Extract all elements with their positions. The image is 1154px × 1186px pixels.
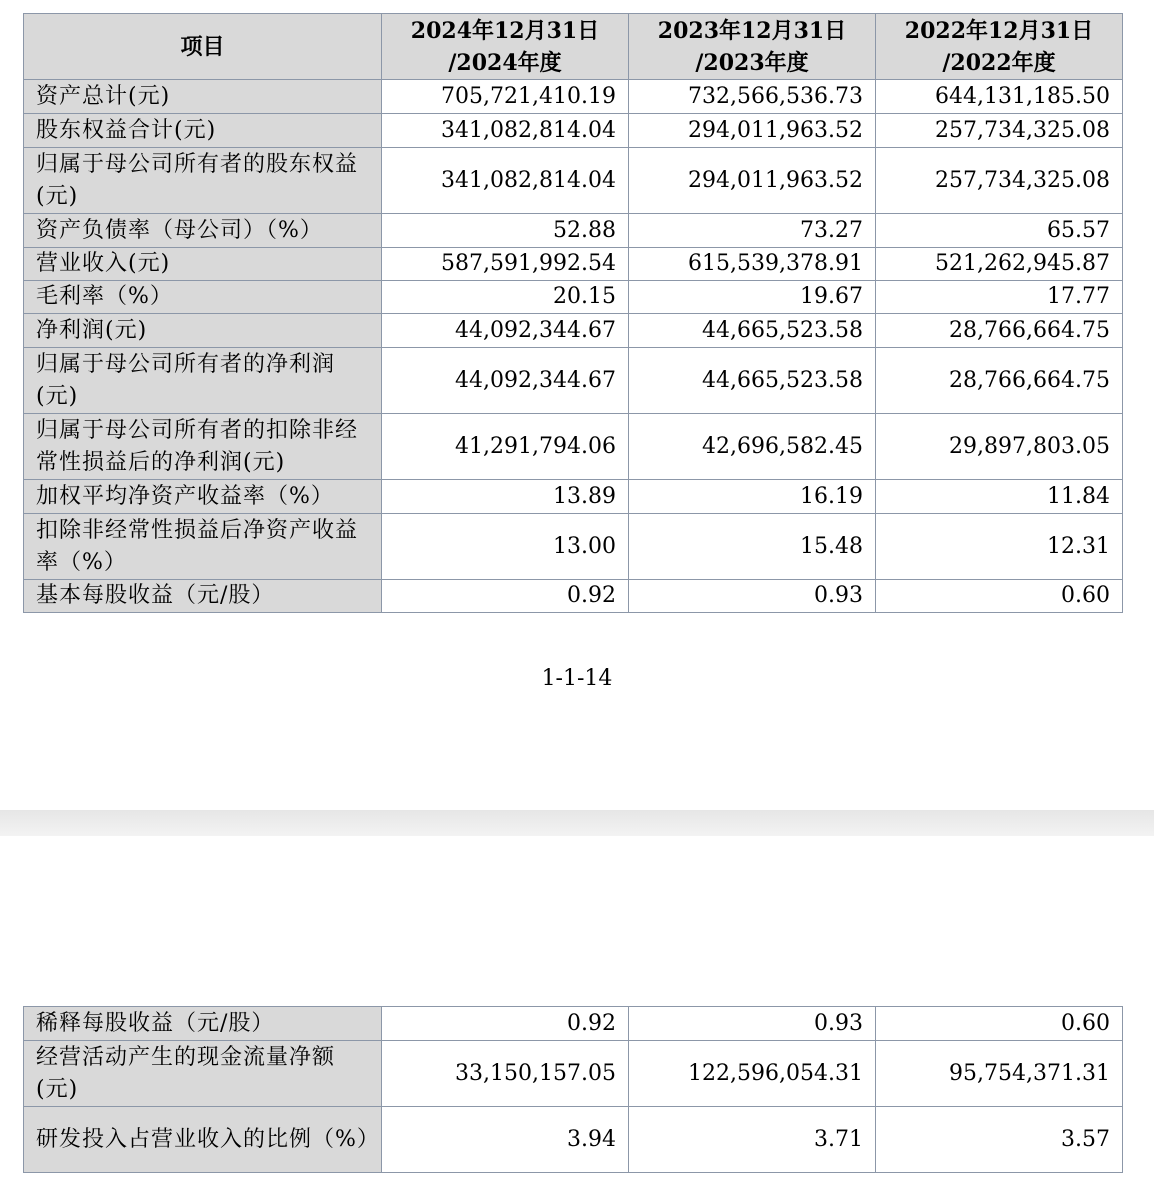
- header-2023: [629, 14, 876, 80]
- row-label: 经营活动产生的现金流量净额(元): [24, 1041, 382, 1107]
- value-2024: 341,082,814.04: [382, 114, 629, 148]
- row-label: 稀释每股收益（元/股）: [24, 1007, 382, 1041]
- table-row: [24, 281, 1123, 314]
- value-2022: 29,897,803.05: [876, 414, 1123, 480]
- value-2023: 42,696,582.45: [629, 414, 876, 480]
- table-row: [24, 314, 1123, 348]
- table-row: [24, 1041, 1123, 1107]
- table-row: [24, 514, 1123, 580]
- header-2024-year: /2024年度: [448, 49, 562, 76]
- value-2022: 257,734,325.08: [876, 114, 1123, 148]
- value-2024: 341,082,814.04: [382, 148, 629, 214]
- value-2024: 0.92: [382, 580, 629, 613]
- value-2022: 3.57: [876, 1107, 1123, 1173]
- value-2023: 0.93: [629, 1007, 876, 1041]
- row-label: 归属于母公司所有者的净利润(元): [24, 348, 382, 414]
- header-2024: [382, 14, 629, 80]
- table-row: [24, 348, 1123, 414]
- header-2023-date: 2023年12月31日: [657, 17, 847, 44]
- row-label: 资产负债率（母公司）（%）: [24, 214, 382, 248]
- value-2023: 615,539,378.91: [629, 248, 876, 281]
- row-label: 资产总计(元): [24, 80, 382, 114]
- value-2023: 44,665,523.58: [629, 348, 876, 414]
- table-row: [24, 580, 1123, 613]
- value-2023: 294,011,963.52: [629, 148, 876, 214]
- table-row: [24, 148, 1123, 214]
- page-break-divider: [0, 810, 1154, 836]
- value-2023: 73.27: [629, 214, 876, 248]
- row-label: 归属于母公司所有者的扣除非经常性损益后的净利润(元): [24, 414, 382, 480]
- value-2022: 644,131,185.50: [876, 80, 1123, 114]
- table-row: [24, 414, 1123, 480]
- value-2023: 122,596,054.31: [629, 1041, 876, 1107]
- header-2024-date: 2024年12月31日: [410, 17, 600, 44]
- value-2023: 44,665,523.58: [629, 314, 876, 348]
- value-2024: 587,591,992.54: [382, 248, 629, 281]
- value-2022: 0.60: [876, 1007, 1123, 1041]
- header-2022-date: 2022年12月31日: [904, 17, 1094, 44]
- value-2022: 95,754,371.31: [876, 1041, 1123, 1107]
- value-2024: 44,092,344.67: [382, 314, 629, 348]
- row-label: 净利润(元): [24, 314, 382, 348]
- row-label: 归属于母公司所有者的股东权益(元): [24, 148, 382, 214]
- row-label: 研发投入占营业收入的比例（%）: [24, 1107, 382, 1173]
- value-2023: 3.71: [629, 1107, 876, 1173]
- value-2022: 11.84: [876, 480, 1123, 514]
- value-2023: 19.67: [629, 281, 876, 314]
- table-header-row: [24, 14, 1123, 80]
- header-2022-year: /2022年度: [942, 49, 1056, 76]
- table-row: [24, 214, 1123, 248]
- value-2024: 44,092,344.67: [382, 348, 629, 414]
- value-2024: 13.89: [382, 480, 629, 514]
- row-label: 扣除非经常性损益后净资产收益率（%）: [24, 514, 382, 580]
- value-2024: 20.15: [382, 281, 629, 314]
- value-2024: 52.88: [382, 214, 629, 248]
- row-label: 股东权益合计(元): [24, 114, 382, 148]
- table-row: [24, 1107, 1123, 1173]
- value-2024: 41,291,794.06: [382, 414, 629, 480]
- financial-table-bottom: [23, 1006, 1123, 1173]
- value-2023: 732,566,536.73: [629, 80, 876, 114]
- table-row: [24, 114, 1123, 148]
- value-2024: 0.92: [382, 1007, 629, 1041]
- value-2022: 12.31: [876, 514, 1123, 580]
- row-label: 毛利率（%）: [24, 281, 382, 314]
- header-2023-year: /2023年度: [695, 49, 809, 76]
- page-number: 1-1-14: [541, 666, 613, 691]
- value-2023: 16.19: [629, 480, 876, 514]
- value-2023: 0.93: [629, 580, 876, 613]
- value-2022: 521,262,945.87: [876, 248, 1123, 281]
- value-2024: 33,150,157.05: [382, 1041, 629, 1107]
- value-2024: 3.94: [382, 1107, 629, 1173]
- row-label: 营业收入(元): [24, 248, 382, 281]
- value-2022: 28,766,664.75: [876, 348, 1123, 414]
- value-2022: 65.57: [876, 214, 1123, 248]
- header-item: 项目: [24, 14, 382, 80]
- table-row: [24, 480, 1123, 514]
- value-2022: 0.60: [876, 580, 1123, 613]
- value-2022: 28,766,664.75: [876, 314, 1123, 348]
- value-2024: 13.00: [382, 514, 629, 580]
- table-row: [24, 80, 1123, 114]
- value-2022: 17.77: [876, 281, 1123, 314]
- table-row: [24, 248, 1123, 281]
- value-2023: 15.48: [629, 514, 876, 580]
- value-2022: 257,734,325.08: [876, 148, 1123, 214]
- value-2024: 705,721,410.19: [382, 80, 629, 114]
- financial-table-top: [23, 13, 1123, 613]
- header-2022: [876, 14, 1123, 80]
- row-label: 基本每股收益（元/股）: [24, 580, 382, 613]
- value-2023: 294,011,963.52: [629, 114, 876, 148]
- table-row: [24, 1007, 1123, 1041]
- row-label: 加权平均净资产收益率（%）: [24, 480, 382, 514]
